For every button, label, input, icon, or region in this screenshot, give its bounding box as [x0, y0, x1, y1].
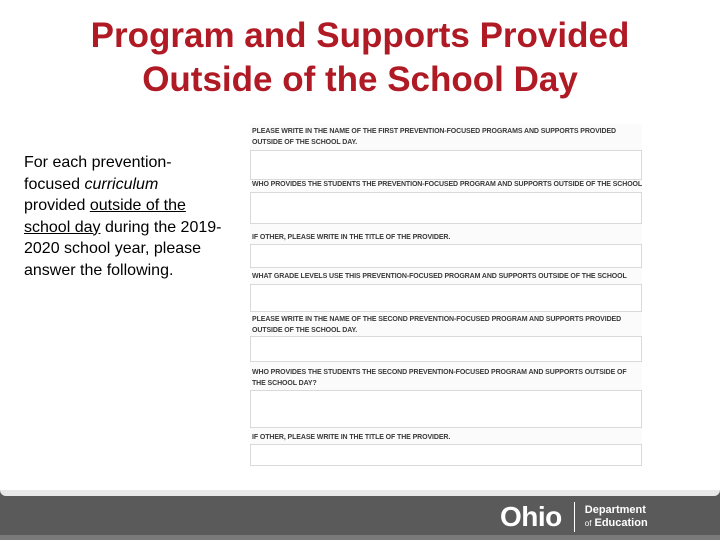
survey-form-image — [250, 124, 642, 466]
intro-curriculum: curriculum — [84, 175, 159, 193]
question-who-provides-second: WHO PROVIDES THE STUDENTS THE SECOND PREVENTION-FOCUSED PROGRAM AND SUPPORTS OUTSIDE OF THE SCHOOL DAY? — [252, 369, 627, 387]
logo-divider — [574, 502, 575, 532]
question-second-program-name: PLEASE WRITE IN THE NAME OF THE SECOND PREVENTION-FOCUSED PROGRAM AND SUPPORTS PROVIDED OUTSIDE OF THE SCHOOL DAY. — [252, 316, 622, 334]
logo-department-text — [585, 504, 648, 530]
answer-box-who-provides-second — [250, 390, 642, 428]
intro-text — [24, 152, 224, 281]
intro-outside: outside of the school day — [24, 197, 186, 236]
answer-box-other-provider-second — [250, 444, 642, 466]
intro-part3: during the 2019-2020 school year, please answer the following. — [24, 218, 222, 279]
slide-title — [0, 14, 720, 102]
intro-part1: For each prevention-focused — [24, 154, 172, 193]
slide-title-line1: Program and Supports Provided — [90, 16, 630, 55]
answer-box-other-provider-first — [250, 244, 642, 268]
question-grade-levels: WHAT GRADE LEVELS USE THIS PREVENTION-FOCUSED PROGRAM AND SUPPORTS OUTSIDE OF THE SCHOOL — [252, 273, 627, 280]
question-first-program-name: PLEASE WRITE IN THE NAME OF THE FIRST PREVENTION-FOCUSED PROGRAMS AND SUPPORTS PROVIDED OUTSIDE OF THE SCHOOL DAY. — [252, 128, 617, 146]
ohio-department-of-education-logo — [500, 502, 648, 532]
footer-stripe — [0, 535, 720, 540]
logo-wordmark: Ohio — [500, 501, 562, 532]
answer-box-second-program-name — [250, 336, 642, 362]
logo-department-of: of — [584, 519, 592, 528]
answer-box-grade-levels — [250, 284, 642, 312]
question-other-provider-first: IF OTHER, PLEASE WRITE IN THE TITLE OF THE PROVIDER. — [252, 234, 451, 241]
footer-top-edge — [0, 490, 720, 496]
question-other-provider-second: IF OTHER, PLEASE WRITE IN THE TITLE OF THE PROVIDER. — [252, 434, 451, 441]
intro-part2: provided — [24, 197, 90, 214]
logo-department-line2: Education — [594, 517, 648, 529]
logo-department-line1: Department — [584, 504, 646, 516]
question-who-provides-first: WHO PROVIDES THE STUDENTS THE PREVENTION-FOCUSED PROGRAM AND SUPPORTS OUTSIDE OF THE SCHOOL — [252, 181, 642, 188]
answer-box-who-provides-first — [250, 192, 642, 224]
slide-title-line2: Outside of the School Day — [142, 60, 578, 99]
answer-box-first-program-name — [250, 150, 642, 180]
